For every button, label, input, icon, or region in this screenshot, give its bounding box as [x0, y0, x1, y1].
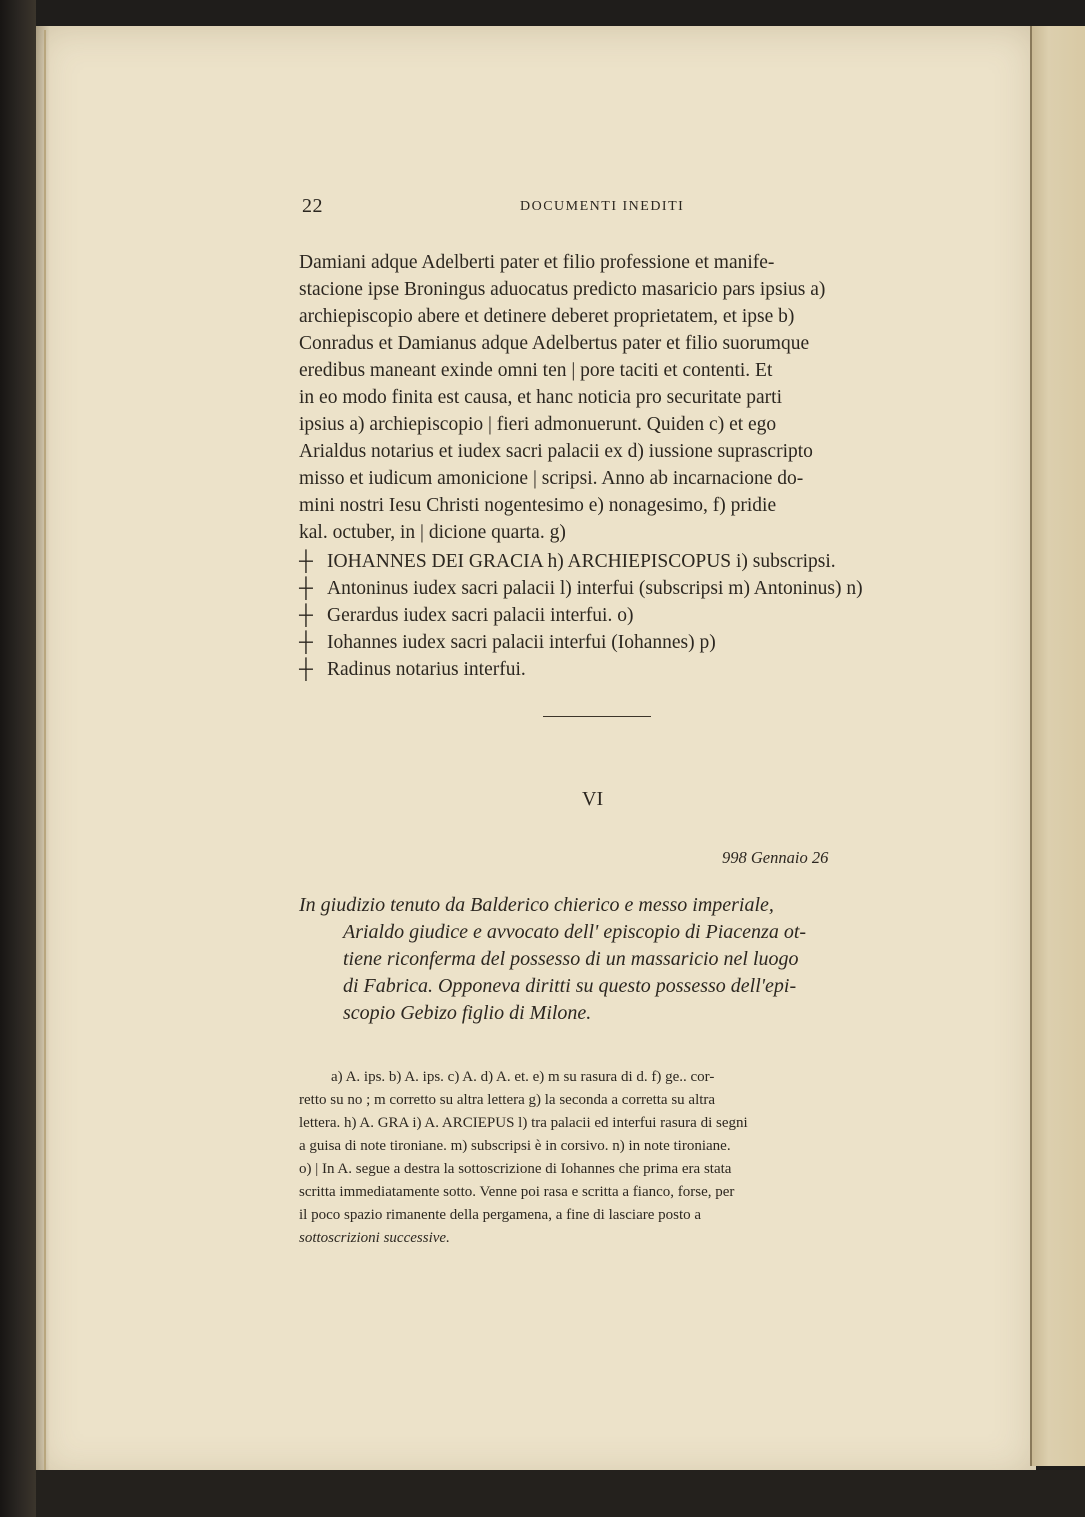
body-line: Arialdus notarius et iudex sacri palacii ex d) iussione suprascripto: [299, 441, 813, 462]
body-line: eredibus maneant exinde omni ten | pore taciti et contenti. Et: [299, 360, 773, 381]
body-line: kal. octuber, in | dicione quarta. g): [299, 522, 566, 543]
cross-icon: ┼: [299, 632, 313, 653]
section-number: VI: [582, 788, 604, 810]
body-line: misso et iudicum amonicione | scripsi. Anno ab incarnacione do-: [299, 468, 804, 489]
cross-icon: ┼: [299, 605, 313, 626]
footnote-line: scritta immediatamente sotto. Venne poi rasa e scritta a fianco, forse, per: [299, 1184, 735, 1200]
footnote-line: a guisa di note tironiane. m) subscripsi è in corsivo. n) in note tironiane.: [299, 1138, 731, 1154]
signature-line: [299, 629, 899, 656]
document-summary: [299, 892, 897, 1027]
page-gutter-shadow: [36, 26, 50, 1478]
footnote-line: a) A. ips. b) A. ips. c) A. d) A. et. e) m su rasura di d. f) ge.. cor-: [331, 1069, 715, 1085]
signature-line: [299, 548, 899, 575]
footnote-line: lettera. h) A. GRA i) A. ARCIEPUS l) tra palacii ed interfui rasura di segni: [299, 1115, 748, 1131]
signature-text: Antoninus iudex sacri palacii l) interfui (subscripsi m) Antoninus) n): [327, 578, 863, 599]
book-edge-bottom: [36, 1470, 1085, 1517]
document-body: [299, 249, 897, 546]
book-page: [36, 26, 1036, 1478]
running-head: DOCUMENTI INEDITI: [520, 199, 685, 214]
footnote-line: sottoscrizioni successive.: [299, 1230, 450, 1246]
footnote-line: o) | In A. segue a destra la sottoscrizione di Iohannes che prima era stata: [299, 1161, 732, 1177]
section-separator: [543, 716, 651, 717]
summary-line: scopio Gebizo figlio di Milone.: [343, 1002, 592, 1024]
footnote-line: retto su no ; m corretto su altra lettera g) la seconda a corretta su altra: [299, 1092, 716, 1108]
signature-text: IOHANNES DEI GRACIA h) ARCHIEPISCOPUS i) subscripsi.: [327, 551, 836, 572]
summary-line: tiene riconferma del possesso di un massaricio nel luogo: [343, 948, 799, 970]
page-number: 22: [302, 195, 323, 217]
book-edge-left: [0, 0, 36, 1517]
summary-line: In giudizio tenuto da Balderico chierico e messo imperiale,: [299, 894, 774, 916]
footnotes: [299, 1066, 897, 1250]
signature-text: Gerardus iudex sacri palacii interfui. o): [327, 605, 634, 626]
body-line: Damiani adque Adelberti pater et filio professione et manife-: [299, 252, 775, 273]
cross-icon: ┼: [299, 578, 313, 599]
signature-line: [299, 575, 899, 602]
footnote-line: il poco spazio rimanente della pergamena, a fine di lasciare posto a: [299, 1207, 702, 1223]
body-line: Conradus et Damianus adque Adelbertus pater et filio suorumque: [299, 333, 810, 354]
signature-line: [299, 602, 899, 629]
document-date: 998 Gennaio 26: [722, 848, 829, 867]
signature-text: Radinus notarius interfui.: [327, 659, 526, 680]
signature-line: [299, 656, 899, 683]
summary-line: di Fabrica. Opponeva diritti su questo possesso dell'epi-: [343, 975, 797, 997]
signature-block: [299, 548, 899, 683]
page-edge-line: [44, 30, 46, 1470]
summary-line: Arialdo giudice e avvocato dell' episcopio di Piacenza ot-: [343, 921, 807, 943]
adjacent-page-edge: [1030, 26, 1085, 1466]
cross-icon: ┼: [299, 551, 313, 572]
signature-text: Iohannes iudex sacri palacii interfui (Iohannes) p): [327, 632, 716, 653]
body-line: in eo modo finita est causa, et hanc noticia pro securitate parti: [299, 387, 782, 408]
body-line: ipsius a) archiepiscopio | fieri admonuerunt. Quiden c) et ego: [299, 414, 777, 435]
body-line: archiepiscopio abere et detinere deberet proprietatem, et ipse b): [299, 306, 795, 327]
cross-icon: ┼: [299, 659, 313, 680]
body-line: stacione ipse Broningus aduocatus predicto masaricio pars ipsius a): [299, 279, 826, 300]
body-line: mini nostri Iesu Christi nogentesimo e) nonagesimo, f) pridie: [299, 495, 777, 516]
